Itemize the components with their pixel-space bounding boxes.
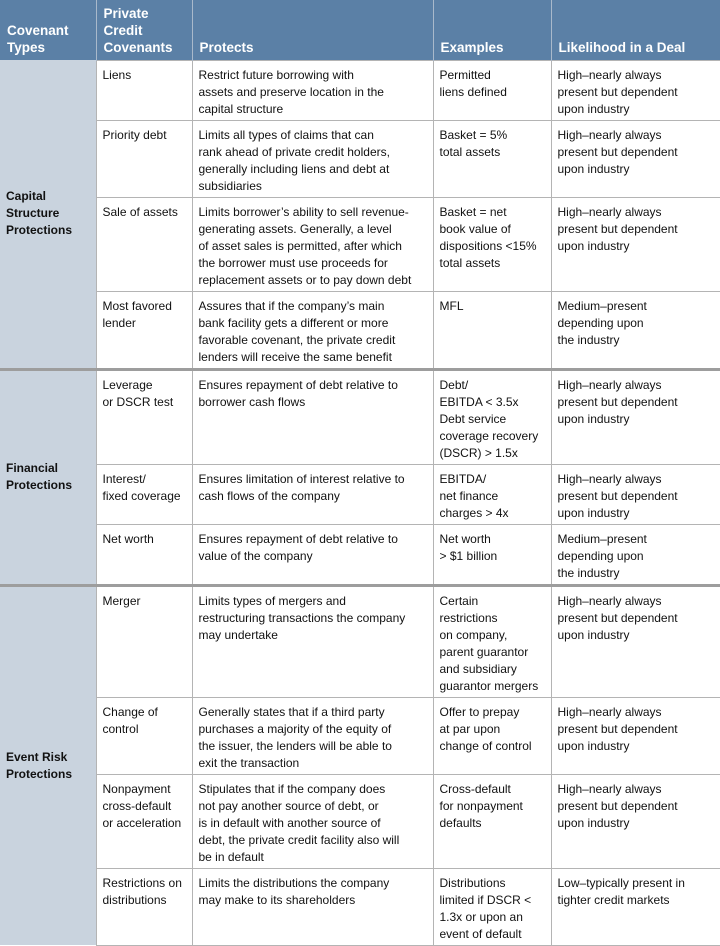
table-row: [0, 60, 720, 120]
group-label-event-risk: Event Risk Protections: [0, 585, 96, 945]
examples-cell: Distributions limited if DSCR < 1.3x or upon an event of default: [433, 868, 551, 945]
table-row: [0, 868, 720, 945]
examples-cell: Net worth > $1 billion: [433, 524, 551, 585]
covenant-cell: Nonpayment cross-default or acceleration: [96, 774, 192, 868]
examples-cell: Permitted liens defined: [433, 60, 551, 120]
likelihood-cell: Medium–present depending upon the industry: [551, 291, 720, 369]
likelihood-cell: High–nearly always present but dependent upon industry: [551, 585, 720, 697]
examples-cell: Certain restrictions on company, parent guarantor and subsidiary guarantor mergers: [433, 585, 551, 697]
examples-cell: MFL: [433, 291, 551, 369]
header-row: [0, 0, 720, 60]
examples-cell: Offer to prepay at par upon change of control: [433, 697, 551, 774]
likelihood-cell: High–nearly always present but dependent upon industry: [551, 774, 720, 868]
protects-cell: Ensures repayment of debt relative to borrower cash flows: [192, 369, 433, 464]
protects-cell: Stipulates that if the company does not pay another source of debt, or is in default with another source of debt, the private credit facility also will be in default: [192, 774, 433, 868]
protects-cell: Ensures repayment of debt relative to value of the company: [192, 524, 433, 585]
examples-cell: Basket = 5% total assets: [433, 120, 551, 197]
covenant-cell: Priority debt: [96, 120, 192, 197]
header-likelihood: Likelihood in a Deal: [551, 0, 720, 60]
covenant-cell: Restrictions on distributions: [96, 868, 192, 945]
group-label-financial: Financial Protections: [0, 369, 96, 585]
likelihood-cell: Medium–present depending upon the industry: [551, 524, 720, 585]
protects-cell: Restrict future borrowing with assets and preserve location in the capital structure: [192, 60, 433, 120]
examples-cell: Cross-default for nonpayment defaults: [433, 774, 551, 868]
covenant-cell: Sale of assets: [96, 197, 192, 291]
protects-cell: Ensures limitation of interest relative to cash flows of the company: [192, 464, 433, 524]
covenant-cell: Most favored lender: [96, 291, 192, 369]
likelihood-cell: High–nearly always present but dependent upon industry: [551, 197, 720, 291]
group-label-capital-structure: Capital Structure Protections: [0, 60, 96, 369]
protects-cell: Assures that if the company’s main bank facility gets a different or more favorable covenant, the private credit lenders will receive the same benefit: [192, 291, 433, 369]
protects-cell: Limits types of mergers and restructuring transactions the company may undertake: [192, 585, 433, 697]
likelihood-cell: High–nearly always present but dependent upon industry: [551, 120, 720, 197]
examples-cell: Debt/ EBITDA < 3.5x Debt service coverage recovery (DSCR) > 1.5x: [433, 369, 551, 464]
likelihood-cell: High–nearly always present but dependent upon industry: [551, 464, 720, 524]
table-row: [0, 774, 720, 868]
likelihood-cell: High–nearly always present but dependent upon industry: [551, 369, 720, 464]
header-covenant-types: Covenant Types: [0, 0, 96, 60]
header-examples: Examples: [433, 0, 551, 60]
protects-cell: Generally states that if a third party purchases a majority of the equity of the issuer, the lenders will be able to exit the transaction: [192, 697, 433, 774]
table-row: [0, 585, 720, 697]
table-row: [0, 197, 720, 291]
table-row: [0, 524, 720, 585]
examples-cell: EBITDA/ net finance charges > 4x: [433, 464, 551, 524]
protects-cell: Limits the distributions the company may make to its shareholders: [192, 868, 433, 945]
likelihood-cell: High–nearly always present but dependent upon industry: [551, 697, 720, 774]
table-row: [0, 369, 720, 464]
table-row: [0, 120, 720, 197]
header-protects: Protects: [192, 0, 433, 60]
table-row: [0, 464, 720, 524]
covenant-cell: Interest/ fixed coverage: [96, 464, 192, 524]
covenant-cell: Liens: [96, 60, 192, 120]
protects-cell: Limits borrower’s ability to sell revenue- generating assets. Generally, a level of asset sales is permitted, after which the borrower must use proceeds for replacement assets or to pay down debt: [192, 197, 433, 291]
table-row: [0, 697, 720, 774]
covenant-cell: Change of control: [96, 697, 192, 774]
likelihood-cell: Low–typically present in tighter credit markets: [551, 868, 720, 945]
table-row: [0, 291, 720, 369]
protects-cell: Limits all types of claims that can rank ahead of private credit holders, generally including liens and debt at subsidiaries: [192, 120, 433, 197]
covenant-cell: Leverage or DSCR test: [96, 369, 192, 464]
header-private-credit-covenants: Private Credit Covenants: [96, 0, 192, 60]
covenant-cell: Merger: [96, 585, 192, 697]
likelihood-cell: High–nearly always present but dependent upon industry: [551, 60, 720, 120]
examples-cell: Basket = net book value of dispositions <15% total assets: [433, 197, 551, 291]
covenant-cell: Net worth: [96, 524, 192, 585]
